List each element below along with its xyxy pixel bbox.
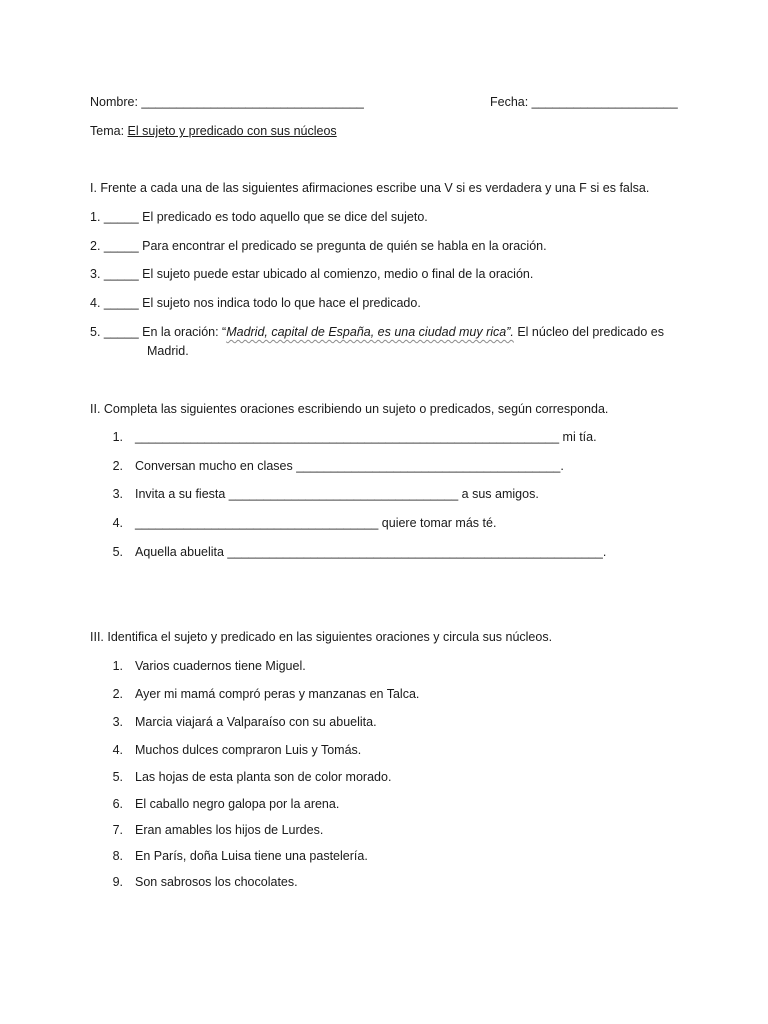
list-number: 1. [112,430,123,444]
section1-item-1: 1. _____ El predicado es todo aquello que se dice del sujeto. [90,210,428,224]
list-text: Las hojas de esta planta son de color morado. [135,770,392,784]
list-number: 7. [112,823,123,837]
list-text: ___________________________________ quiere tomar más té. [135,516,497,530]
section1-item-5-quote: Madrid, capital de España, es una ciudad muy rica”. [226,325,514,339]
list-text: El caballo negro galopa por la arena. [135,797,340,811]
list-text: Eran amables los hijos de Lurdes. [135,823,324,837]
list-number: 4. [112,743,123,757]
list-number: 8. [112,849,123,863]
list-text: Ayer mi mamá compró peras y manzanas en Talca. [135,687,420,701]
list-text: Conversan mucho en clases ______________________________________. [135,459,564,473]
list-number: 5. [112,545,123,559]
list-text: Aquella abuelita ______________________________________________________. [135,545,607,559]
list-text: Marcia viajará a Valparaíso con su abuelita. [135,715,377,729]
section1-item-5 [90,324,664,340]
section1-item-3: 3. _____ El sujeto puede estar ubicado al comienzo, medio o final de la oración. [90,267,534,281]
list-number: 5. [112,770,123,784]
section2-instruction: II. Completa las siguientes oraciones escribiendo un sujeto o predicados, según corresponda. [90,402,609,416]
list-number: 2. [112,687,123,701]
list-text: _____________________________________________________________ mi tía. [135,430,597,444]
list-text: Son sabrosos los chocolates. [135,875,298,889]
list-number: 1. [112,659,123,673]
tema-value: El sujeto y predicado con sus núcleos [127,124,337,138]
section1-item-5-continuation: Madrid. [147,344,189,358]
list-number: 3. [112,715,123,729]
list-text: Invita a su fiesta _________________________________ a sus amigos. [135,487,539,501]
list-number: 3. [112,487,123,501]
list-number: 6. [112,797,123,811]
section1-item-4: 4. _____ El sujeto nos indica todo lo que hace el predicado. [90,296,421,310]
list-number: 9. [112,875,123,889]
list-text: Muchos dulces compraron Luis y Tomás. [135,743,362,757]
section3-instruction: III. Identifica el sujeto y predicado en las siguientes oraciones y circula sus núcleos. [90,630,553,644]
section1-item-5-prefix: 5. _____ En la oración: “ [90,325,227,339]
section1-item-5-suffix: El núcleo del predicado es [513,325,664,339]
list-number: 2. [112,459,123,473]
list-text: En París, doña Luisa tiene una pastelería. [135,849,368,863]
section1-item-2: 2. _____ Para encontrar el predicado se pregunta de quién se habla en la oración. [90,239,547,253]
list-number: 4. [112,516,123,530]
nombre-field: Nombre: ________________________________ [90,95,364,109]
section1-instruction: I. Frente a cada una de las siguientes afirmaciones escribe una V si es verdadera y una F si es falsa. [90,181,650,195]
fecha-field: Fecha: _____________________ [490,95,678,109]
list-text: Varios cuadernos tiene Miguel. [135,659,306,673]
tema-line [90,123,337,139]
tema-label: Tema: [90,124,125,138]
